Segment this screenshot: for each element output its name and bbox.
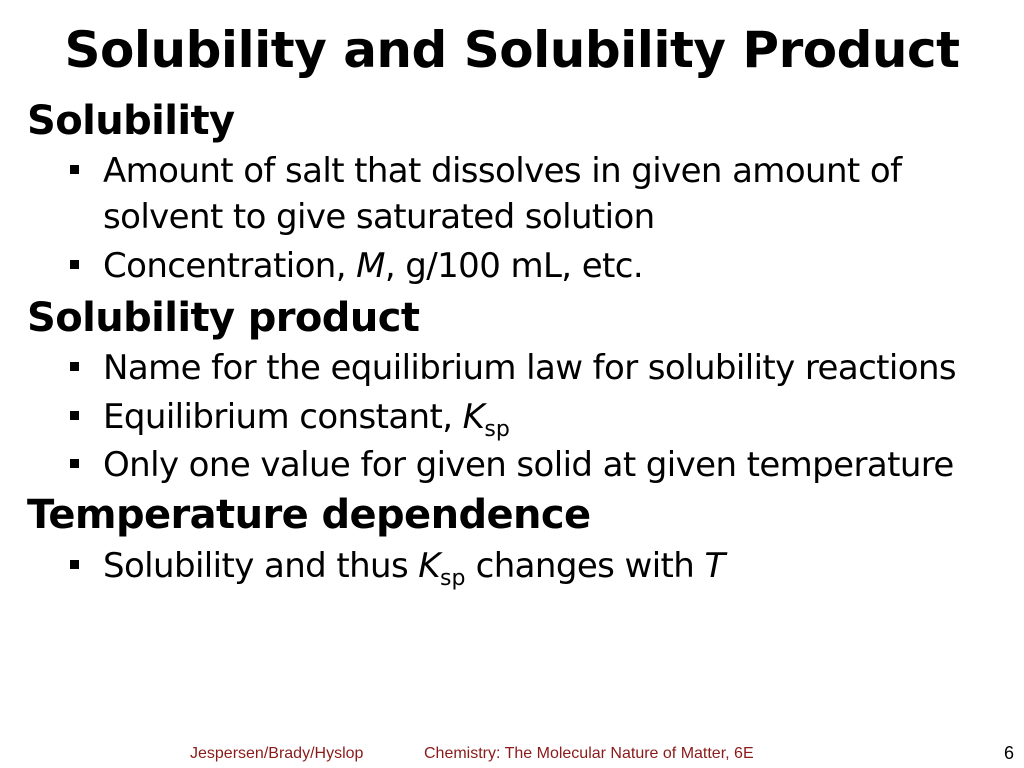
bullet-text <box>103 543 725 594</box>
square-bullet-icon <box>70 411 79 420</box>
sp-subscript: sp <box>484 417 510 442</box>
section-heading-solubility-product: Solubility product <box>27 295 420 341</box>
footer-authors: Jespersen/Brady/Hyslop <box>190 745 364 762</box>
bullet-text <box>103 394 510 445</box>
section-heading-solubility: Solubility <box>27 98 235 144</box>
bullet-item <box>70 394 1020 440</box>
bullet-text-line2: solvent to give saturated solution <box>103 197 655 237</box>
section-heading-temperature-dependence: Temperature dependence <box>27 492 591 538</box>
k-symbol: K <box>462 397 485 437</box>
bullet-item <box>70 543 1020 589</box>
bullet-text: Only one value for given solid at given temperature <box>103 445 954 485</box>
slide-title: Solubility and Solubility Product <box>64 21 960 79</box>
bullet-item <box>70 345 1020 391</box>
page-number: 6 <box>1003 743 1014 763</box>
molarity-symbol: M <box>356 246 385 286</box>
bullet-item <box>70 148 1020 240</box>
square-bullet-icon <box>70 362 79 371</box>
bullet-text-middle: changes with <box>465 546 705 586</box>
square-bullet-icon <box>70 165 79 174</box>
bullet-text <box>103 243 643 289</box>
square-bullet-icon <box>70 260 79 269</box>
bullet-item <box>70 243 1020 289</box>
square-bullet-icon <box>70 459 79 468</box>
square-bullet-icon <box>70 560 79 569</box>
temperature-symbol: T <box>704 546 725 586</box>
bullet-item <box>70 442 1020 488</box>
bullet-text-before: Solubility and thus <box>103 546 419 586</box>
bullet-text-before: Equilibrium constant, <box>103 397 463 437</box>
bullet-text-after: , g/100 mL, etc. <box>384 246 644 286</box>
bullet-text-before: Concentration, <box>103 246 357 286</box>
bullet-text: Name for the equilibrium law for solubility reactions <box>103 348 957 388</box>
sp-subscript: sp <box>440 566 466 591</box>
footer-book-title: Chemistry: The Molecular Nature of Matter, 6E <box>424 745 754 762</box>
k-symbol: K <box>418 546 440 586</box>
bullet-text-line1: Amount of salt that dissolves in given amount of <box>103 151 902 191</box>
